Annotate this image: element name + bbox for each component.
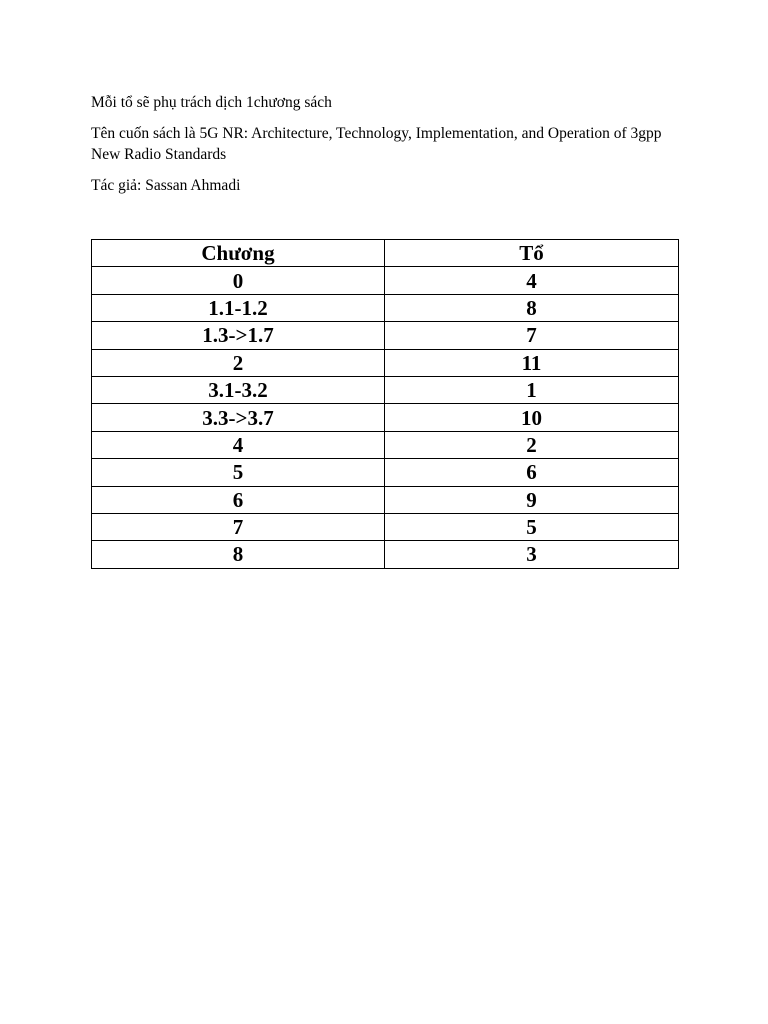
group-cell: 7 [385, 322, 679, 349]
group-cell: 6 [385, 459, 679, 486]
assignment-note: Mỗi tổ sẽ phụ trách dịch 1chương sách [91, 94, 332, 111]
group-cell: 8 [385, 294, 679, 321]
table-row [92, 431, 679, 458]
table-row [92, 486, 679, 513]
table-row [92, 267, 679, 294]
group-cell: 4 [385, 267, 679, 294]
chapter-cell: 4 [92, 431, 385, 458]
group-cell: 5 [385, 513, 679, 540]
author-line: Tác giả: Sassan Ahmadi [91, 177, 241, 194]
chapter-cell: 1.3->1.7 [92, 322, 385, 349]
table-row [92, 322, 679, 349]
group-cell: 9 [385, 486, 679, 513]
table-row [92, 541, 679, 568]
chapter-cell: 2 [92, 349, 385, 376]
table-row [92, 294, 679, 321]
group-cell: 2 [385, 431, 679, 458]
chapter-assignment-table [91, 239, 679, 569]
chapter-cell: 0 [92, 267, 385, 294]
table-row [92, 513, 679, 540]
chapter-cell: 8 [92, 541, 385, 568]
chapter-cell: 6 [92, 486, 385, 513]
chapter-cell: 7 [92, 513, 385, 540]
table-row [92, 349, 679, 376]
book-title-line: Tên cuốn sách là 5G NR: Architecture, Technology, Implementation, and Operation of 3gpp New Radio Standards [91, 125, 662, 163]
group-cell: 11 [385, 349, 679, 376]
spacer [91, 206, 678, 239]
group-cell: 10 [385, 404, 679, 431]
chapter-cell: 3.3->3.7 [92, 404, 385, 431]
table-row [92, 376, 679, 403]
group-cell: 3 [385, 541, 679, 568]
table-row [92, 459, 679, 486]
chapter-cell: 1.1-1.2 [92, 294, 385, 321]
header-group: Tổ [385, 240, 679, 267]
chapter-cell: 5 [92, 459, 385, 486]
document-page [91, 92, 678, 569]
chapter-cell: 3.1-3.2 [92, 376, 385, 403]
group-cell: 1 [385, 376, 679, 403]
header-chapter: Chương [92, 240, 385, 267]
table-header-row [92, 240, 679, 267]
table-row [92, 404, 679, 431]
